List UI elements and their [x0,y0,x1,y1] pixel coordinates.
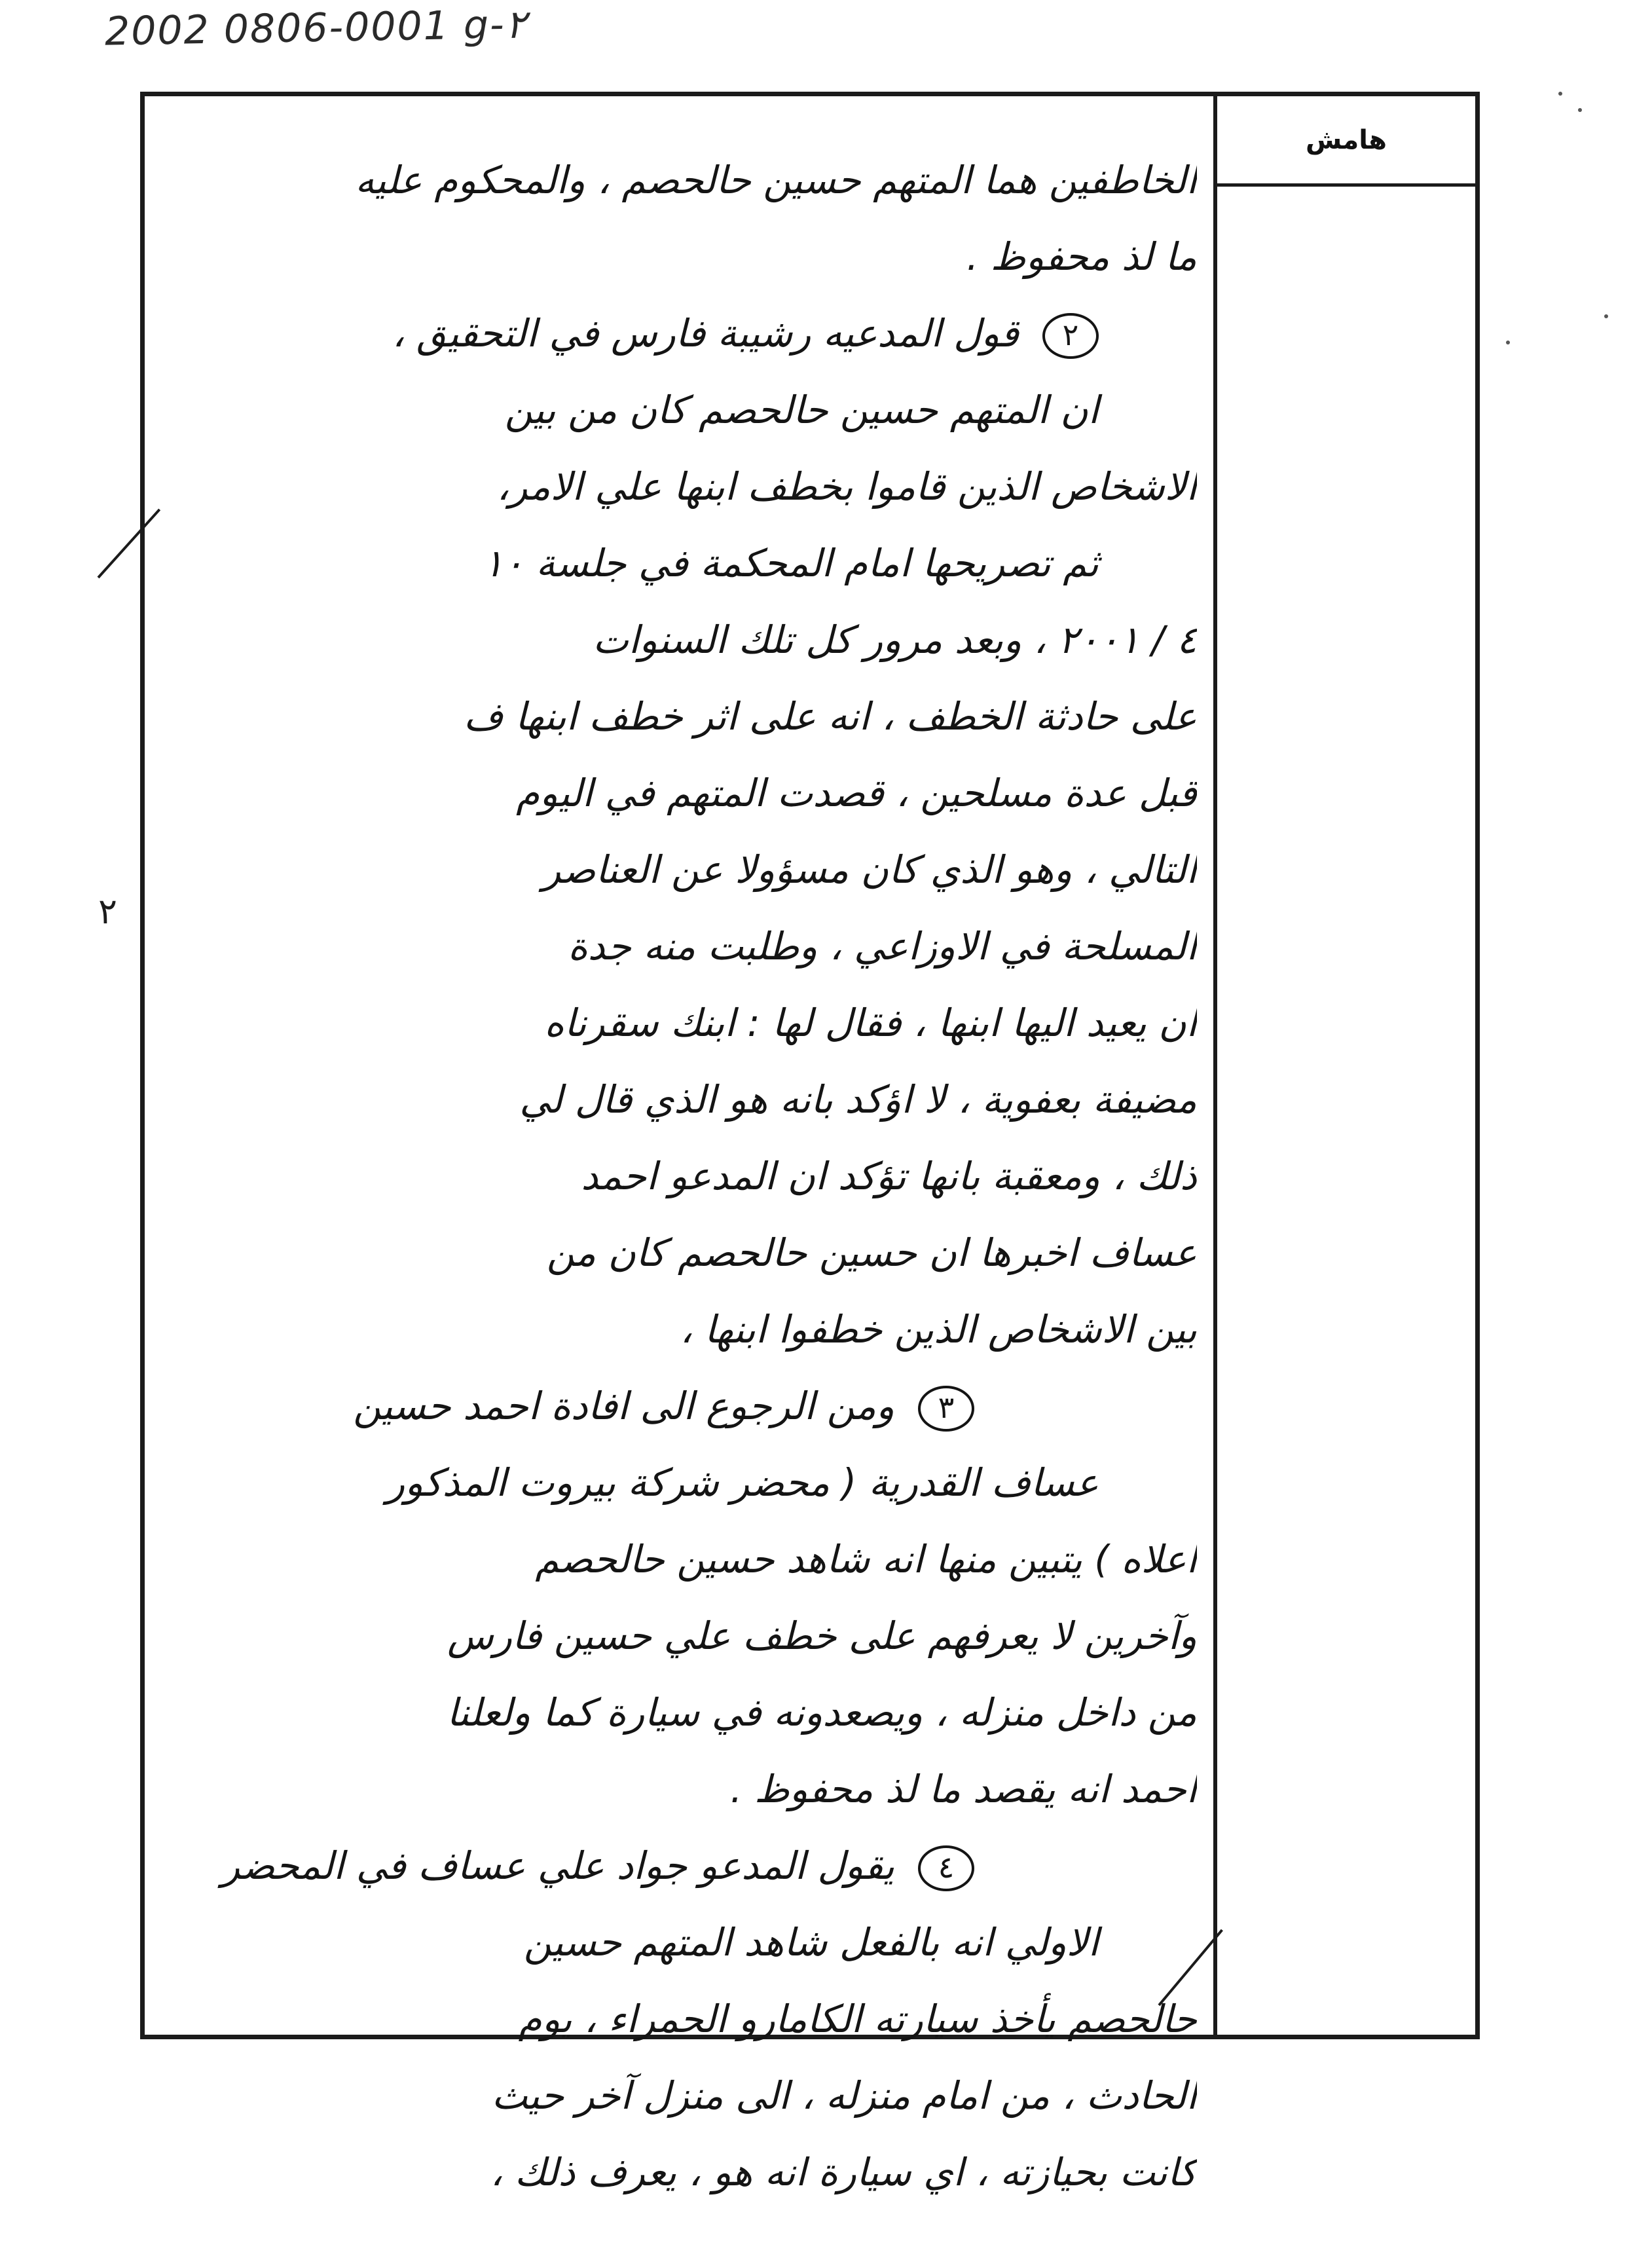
text-line: حالحصم يأخذ سيارته الكامارو الحمراء ، يوم [518,1997,1197,2041]
text-line: ما لذ محفوظ . [966,234,1197,279]
text-line: قول المدعيه رشيبة فارس في التحقيق ، [392,311,1019,356]
text-line: الاشخاص الذين قاموا بخطف ابنها علي الامر، [496,464,1197,509]
text-line: كانت بحيازته ، اي سيارة انه هو ، يعرف ذلك ، [490,2150,1197,2194]
margin-note-mark: ٢ [98,891,118,932]
text-line: ان المتهم حسين حالحصم كان من بين [504,388,1099,432]
handwritten-body [164,142,1197,2194]
scan-speck [1506,341,1510,344]
numbered-line [164,1368,1197,1445]
text-line: المسلحة في الاوزاعي ، وطلبت منه جدة [568,924,1197,969]
text-line: الاولي انه بالفعل شاهد المتهم حسين [523,1920,1099,1965]
scan-speck [1558,92,1562,96]
text-line: من داخل منزله ، ويصعدونه في سيارة كما ولعلنا [447,1690,1197,1735]
scan-speck [1604,314,1608,318]
item-number-circle: ٢ [1042,313,1099,359]
item-number-circle: ٤ [918,1845,974,1891]
text-line: قبل عدة مسلحين ، قصدت المتهم في اليوم [516,771,1197,815]
numbered-line [164,295,1197,372]
margin-column [1213,96,1475,2035]
text-line: بين الاشخاص الذين خطفوا ابنها ، [680,1307,1197,1352]
text-line: وآخرين لا يعرفهم على خطف علي حسين فارس [447,1614,1197,1658]
text-line: الحادث ، من امام منزله ، الى منزل آخر حيث [491,2073,1197,2118]
text-line: الخاطفين هما المتهم حسين حالحصم ، والمحكوم عليه [355,158,1197,202]
text-line: عساف القدرية ( محضر شركة بيروت المذكور [386,1460,1099,1505]
text-line: اعلاه ) يتبين منها انه شاهد حسين حالحصم [535,1537,1197,1582]
document-reference-number: 2002 0806-0001 g-٢ [104,1,527,55]
text-line: ان يعيد اليها ابنها ، فقال لها : ابنك سقرناه [544,1001,1197,1045]
text-line: على حادثة الخطف ، انه على اثر خطف ابنها ف [464,694,1197,739]
scan-speck [1578,108,1582,112]
item-number-circle: ٣ [918,1386,974,1432]
text-line: التالي ، وهو الذي كان مسؤولا عن العناصر [542,847,1197,892]
text-line: ثم تصريحها امام المحكمة في جلسة ١٠ [483,541,1099,585]
text-line: ٤ / ٢٠٠١ ، وبعد مرور كل تلك السنوات [593,618,1197,662]
text-line: مضيفة بعفوية ، لا اؤكد بانه هو الذي قال لي [519,1077,1197,1122]
text-line: ذلك ، ومعقبة بانها تؤكد ان المدعو احمد [581,1154,1197,1198]
numbered-line [164,1828,1197,1904]
text-line: يقول المدعو جواد علي عساف في المحضر [221,1843,894,1888]
text-line: عساف اخبرها ان حسين حالحصم كان من [546,1231,1197,1275]
text-line: احمد انه يقصد ما لذ محفوظ . [730,1767,1197,1811]
text-line: ومن الرجوع الى افادة احمد حسين [353,1384,894,1428]
margin-header: هامش [1217,96,1475,187]
page-frame [140,92,1480,2194]
